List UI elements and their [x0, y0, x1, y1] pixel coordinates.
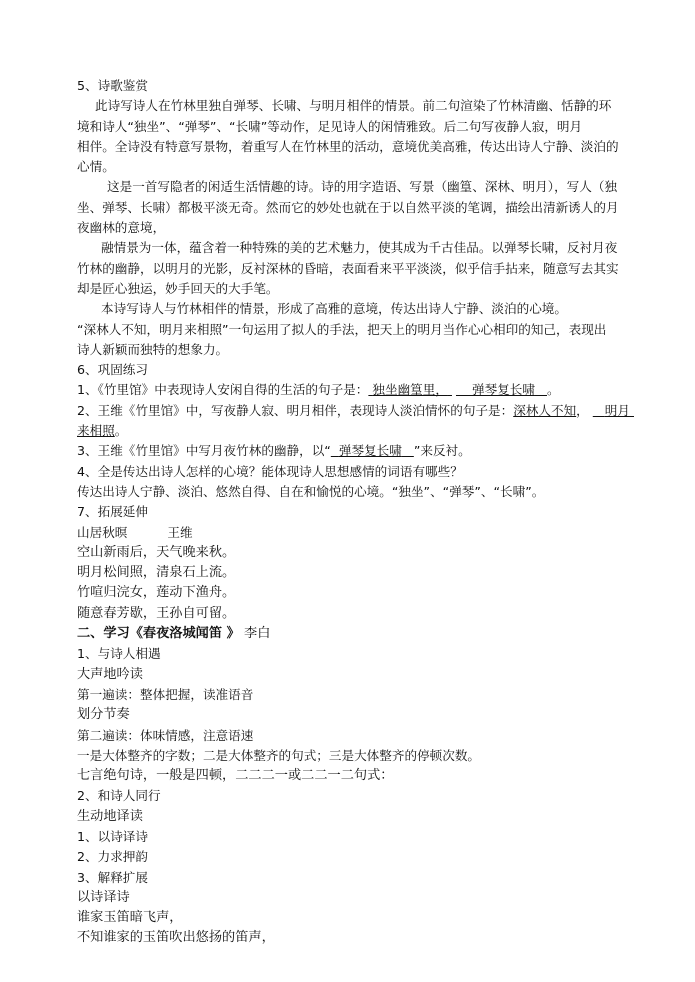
appreciation-paragraph-2-line-2: 坐、弹琴、长啸）都极平淡无奇。然而它的妙处也就在于以自然平淡的笔调，描绘出清新诱人的月	[77, 199, 619, 215]
part-2-line: 第二遍读：体味情感，注意语速	[77, 727, 254, 743]
extension-poem-header	[77, 523, 625, 543]
part-2-line: 大声地吟读	[77, 666, 143, 682]
part-2-line: 1、与诗人相遇	[77, 646, 161, 662]
extension-poem-line-3: 竹喧归浣女，莲动下渔舟。	[77, 585, 236, 601]
part-2-line: 3、解释扩展	[77, 869, 148, 885]
document-body	[77, 76, 630, 949]
extension-poem-title: 山居秋暝	[77, 524, 128, 540]
appreciation-paragraph-5-line-2: 诗人新颖而独特的想象力。	[77, 341, 229, 357]
part-2-line: 以诗译诗	[77, 889, 130, 905]
appreciation-paragraph-5-line-1: “深林人不知，明月来相照”一句运用了拟人的手法，把天上的明月当作心心相印的知己，表现出	[77, 321, 607, 337]
exercise-4-answer: 传达出诗人宁静、淡泊、悠然自得、自在和愉悦的心境。“独坐”、“弹琴”、“长啸”。	[77, 483, 545, 499]
exercise-1-question: 1、《竹里馆》中表现诗人安闲自得的生活的句子是：	[77, 382, 369, 398]
extension-poem-author: 王维	[167, 524, 193, 540]
appreciation-paragraph-2-line-3: 夜幽林的意境，	[77, 220, 166, 236]
exercise-2-answer-1: 深林人不知	[513, 402, 577, 418]
exercise-1: 1、《竹里馆》中表现诗人安闲自得的生活的句子是： 独坐幽篁里， 弹琴复长啸 。	[77, 382, 560, 398]
extension-poem-line-4: 随意春芳歇，王孙自可留。	[77, 605, 236, 621]
part-2-line: 1、以诗译诗	[77, 828, 148, 844]
appreciation-paragraph-3-line-2: 竹林的幽静，以明月的光影，反衬深林的昏暗，表面看来平平淡淡，似乎信手拈来，随意写去其实	[77, 260, 619, 276]
part-2-line: 不知谁家的玉笛吹出悠扬的笛声，	[77, 930, 275, 946]
exercise-4-question: 4、全是传达出诗人怎样的心境？能体现诗人思想感情的词语有哪些？	[77, 463, 463, 479]
appreciation-paragraph-3-line-1: 融情景为一体，蕴含着一种特殊的美的艺术魅力，使其成为千古佳品。以弹琴长啸，反衬月夜	[101, 240, 618, 256]
exercise-3-question: 3、王维《竹里馆》中写月夜竹林的幽静，以“	[77, 443, 331, 459]
exercise-1-answer-1: 独坐幽篁里，	[372, 382, 448, 398]
exercise-3-answer: 弹琴复长啸	[338, 443, 402, 459]
appreciation-paragraph-1-line-2: 境和诗人“独坐”、“弹琴”、“长啸”等动作，足见诗人的闲情雅致。后二句写夜静人寂，明月	[77, 118, 583, 134]
part-2-author: 李白	[244, 626, 271, 642]
exercise-2-line-1: 2、王维《竹里馆》中，写夜静人寂、明月相伴，表现诗人淡泊情怀的句子是：深林人不知， 明月	[77, 401, 625, 421]
part-2-line: 划分节奏	[77, 707, 130, 723]
exercise-1-answer-2: 弹琴复长啸	[472, 382, 535, 398]
appreciation-paragraph-3-line-3: 却是匠心独运，妙手回天的大手笔。	[77, 280, 279, 296]
part-2-heading	[77, 624, 625, 644]
part-2-line: 生动地译读	[77, 808, 143, 824]
appreciation-paragraph-1-line-3: 相伴。全诗没有特意写景物，着重写人在竹林里的活动，意境优美高雅，传达出诗人宁静、淡泊的	[77, 138, 619, 154]
section-7-heading: 7、拓展延伸	[77, 504, 148, 520]
appreciation-paragraph-1-line-4: 心情。	[77, 159, 115, 175]
section-5-heading: 5、诗歌鉴赏	[77, 78, 148, 93]
part-2-line: 一是大体整齐的字数；二是大体整齐的句式；三是大体整齐的停顿次数。	[77, 747, 480, 763]
appreciation-paragraph-1-line-1: 此诗写诗人在竹林里独自弹琴、长啸、与明月相伴的情景。前二句渲染了竹林清幽、恬静的环	[95, 98, 612, 114]
part-2-title: 二、学习《春夜洛城闻笛 》	[77, 626, 240, 642]
part-2-line: 2、力求押韵	[77, 849, 148, 865]
exercise-2-answer-2: 明月	[604, 402, 630, 418]
part-2-line: 谁家玉笛暗飞声，	[77, 910, 183, 926]
extension-poem-line-2: 明月松间照，清泉石上流。	[77, 565, 236, 581]
part-2-line: 2、和诗人同行	[77, 788, 161, 804]
exercise-2-line-2: 来相照。	[77, 423, 128, 439]
section-6-heading: 6、巩固练习	[77, 362, 148, 378]
exercise-2-answer-3: 来相照	[77, 423, 115, 439]
appreciation-paragraph-2-line-1: 这是一首写隐者的闲适生活情趣的诗。诗的用字造语、写景（幽篁、深林、明月），写人（独	[107, 179, 618, 195]
appreciation-paragraph-4: 本诗写诗人与竹林相伴的情景，形成了高雅的意境，传达出诗人宁静、淡泊的心境。	[101, 301, 567, 317]
exercise-2-question: 2、王维《竹里馆》中，写夜静人寂、明月相伴，表现诗人淡泊情怀的句子是：	[77, 402, 514, 418]
exercise-3: 3、王维《竹里馆》中写月夜竹林的幽静，以“ 弹琴复长啸 ”来反衬。	[77, 443, 471, 459]
part-2-line: 第一遍读：整体把握，读准语音	[77, 686, 254, 702]
extension-poem-line-1: 空山新雨后，天气晚来秋。	[77, 544, 236, 560]
part-2-line: 七言绝句诗，一般是四顿，二二二一或二二一二句式：	[77, 768, 394, 784]
